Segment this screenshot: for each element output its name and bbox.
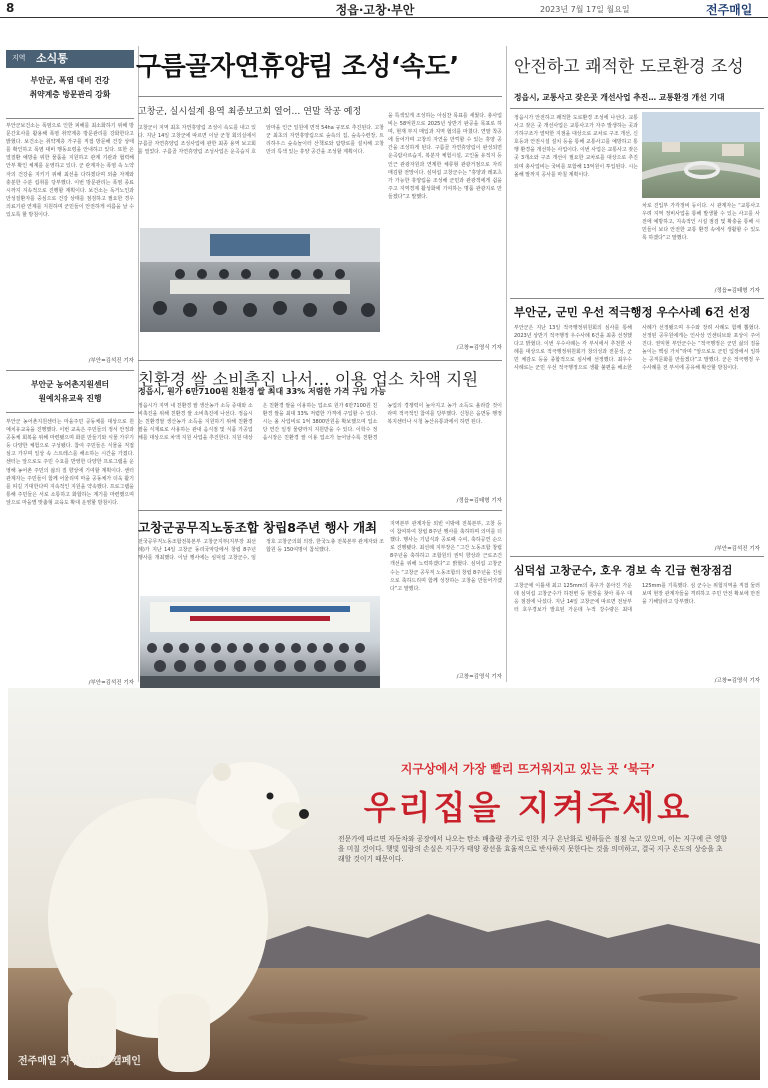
lead-subhead: 고창군, 실시설계 용역 최종보고회 열어… 연말 착공 예정: [138, 107, 362, 117]
sidebar-item1-byline: /부안=김석진 기자: [88, 358, 134, 364]
ad-tagline: 지구상에서 가장 빨리 뜨거워지고 있는 곳 ‘북극’: [400, 762, 656, 776]
road-body-1: 정읍시가 안전하고 쾌적한 도로환경 조성에 나선다. 교통사고 잦은 곳 개선사업은 교통사고가 자주 발생하는 곳과 기하구조가 열악한 지점을 대상으로 교차로 구조 개선, 신호등과 안전시설 설치 등을 통해 교통사고를 예방하고 통행 환경을 개선하는 사업이다. 이번 사업은 교통사고 잦은 곳 3개소와 구조 개선이 필요한 교차로를 대상으로 추진되며 총사업비는 국비를 포함해 13억원이 투입된다. 시는 올해 말까지 공사를 마칠 계획이다.: [514, 115, 638, 178]
rice-body: 정읍시가 지역 내 친환경 쌀 생산농가 소득 증대와 소비촉진을 위해 친환경 쌀 소비촉진에 나선다. 정읍시는 친환경쌀 생산농가 소득을 지원하기 위해 친환경 쌀을 식재료로 사용하는 관내 음식점 및 식품 가공업체를 대상으로 차액 지원 사업을 추진한다. 지원 대상은 친환경 쌀을 이용하는 업소로 원가 6만7100원 친환경 쌀을 최대 33% 저렴한 가격에 구입할 수 있다. 시는 올 사업비로 1억 3800만원을 확보했으며 업소당 연간 일정 물량까지 지원받을 수 있다. 이학수 정읍시장은 친환경 쌀 이용 업소가 늘어날수록 친환경 농업의 경쟁력이 높아지고 농가 소득도 올라갈 것이라며 적극적인 참여를 당부했다. 신청은 읍면동 행정복지센터나 시청 농산유통과에서 하면 된다.: [138, 403, 502, 442]
meeting-photo: [140, 228, 380, 332]
lead-byline: /고창=김영식 기자: [456, 345, 502, 351]
lead-body-1: 고창군이 지역 최초 자연휴양림 조성이 속도를 내고 있다. 지난 14일 고창군에 따르면 이날 군청 회의실에서 구름골 자연휴양림 조성사업에 관한 최종 용역 보고회를 열었다. 구름골 자연휴양림 조성사업은 운곡습지 호암마을 인근 일원에 면적 54ha 규모로 추진된다. 고창군 최초의 자연휴양림으로 숲속의 집, 숲속수련장, 트리하우스 숲속놀이터 산책로와 탐방로를 설치해 고창만의 특색 있는 휴양 공간을 조성할 계획이다.: [138, 125, 384, 156]
divider: [138, 510, 502, 511]
sidebar-item1-title: 부안군, 폭염 대비 건강 취약계층 방문관리 강화: [29, 76, 111, 99]
union-group-photo: [140, 596, 380, 698]
divider: [6, 370, 134, 371]
ad-body: 전문가에 따르면 자동차와 공장에서 나오는 탄소 배출량 증가로 인한 지구 온난화로 빙하들은 점점 녹고 있으며, 이는 지구에 큰 영향을 미칠 것이다. 햇빛 일람의 손실은 지구가 태양 광선을 효율적으로 반사하지 못한다는 것을 의미하고, 결국 지구 온도의 상승을 초래할 것이기 때문이다.: [338, 835, 728, 863]
page-header: [0, 0, 768, 18]
sidebar-tag: 지역: [12, 54, 26, 62]
ad-footer: 전주매일 지구온난화 캠페인: [18, 1056, 141, 1067]
column-divider: [506, 46, 507, 682]
section-title: 정읍·고창·부안: [335, 3, 415, 17]
road-aerial-photo: [642, 112, 760, 198]
shim-body: 고창군에 이틀새 최고 125mm의 폭우가 쏟아진 가운데 심덕섭 고창군수가 하천변 등 현장을 찾아 폭우 대응 점검에 나섰다. 지난 14일 고창군에 따르면 전날부터 호우경보가 발효된 가운데 누적 강수량은 최대 125mm를 기록했다. 심 군수는 위험지역을 직접 둘러보며 현장 관계자들을 격려하고 주민 안전 확보에 만전을 기해달라고 당부했다.: [514, 583, 760, 614]
divider: [138, 360, 502, 361]
climate-ad: [8, 688, 760, 1080]
divider: [510, 556, 764, 557]
page-number: 8: [6, 1, 15, 15]
buan-body: 부안군은 지난 13일 적극행정위원회의 심사를 통해 2023년 상반기 적극행정 우수사례 6건을 최종 선정했다고 밝혔다. 이번 우수사례는 각 부서에서 추천한 사례를 대상으로 적극행정위원회가 창의성과 전문성, 군민 체감도 등을 종합적으로 심사해 선정했다. 최우수 사례로는 군민 우선 적극행정으로 생활 불편을 해소한 사례가 선정됐으며 우수와 장려 사례도 함께 뽑혔다. 선정된 공무원에게는 인사상 인센티브와 포상이 주어진다. 권익현 부안군수는 “적극행정은 군민 삶의 질을 높이는 핵심 가치”라며 “앞으로도 군민 입장에서 일하는 공직문화를 만들겠다”고 말했다. 군은 적극행정 우수사례를 전 부서에 공유해 확산할 방침이다.: [514, 325, 760, 372]
ad-headline: 우리집을 지켜주세요: [363, 788, 693, 827]
sidebar-item2-byline: /부안=김석진 기자: [88, 680, 134, 686]
ad-background: [8, 688, 760, 1080]
divider: [6, 118, 134, 119]
caption-anchor: [140, 672, 141, 673]
rice-subhead: 정읍시, 원가 6만7100원 친환경 쌀 최대 33% 저렴한 가격 구입 가능: [138, 387, 386, 396]
divider: [6, 412, 134, 413]
road-headline: 안전하고 쾌적한 도로환경 조성: [514, 57, 744, 77]
shim-byline: /고창=김영식 기자: [714, 678, 760, 684]
photo-illustration: [140, 228, 380, 332]
union-byline: /고창=김영식 기자: [456, 674, 502, 680]
lead-headline: 구름골자연휴양림 조성‘속도’: [136, 52, 459, 82]
divider: [138, 96, 502, 97]
buan-headline: 부안군, 군민 우선 적극행정 우수사례 6건 선정: [514, 305, 751, 319]
sidebar-title: 소식통: [36, 52, 68, 65]
divider: [510, 108, 764, 109]
newspaper-logo: 전주매일: [706, 3, 753, 17]
buan-byline: /부안=김석진 기자: [714, 546, 760, 552]
union-body-1: 전국공무직노동조합전북본부 고창군지부(지부장 최선례)가 지난 14일 고창군 동리국악당에서 창립 8주년 행사를 개최했다. 이날 행사에는 심덕섭 고창군수, 임정호 고창군의회 의장, 한국노총 전북본부 관계자와 조합원 등 150여명이 참석했다.: [138, 539, 384, 562]
sidebar-item2-title: 부안군 농어촌지원센터 원예치유교육 진행: [30, 380, 110, 403]
sidebar-header: [6, 50, 134, 68]
road-body-2: 차로 진입부 가각정비 등이다. 시 관계자는 “교통사고 우려 지역 정비사업을 통해 발생할 수 있는 사고를 사전에 예방하고, 지속적인 시설 점검 및 확충을 통해 시민들이 보다 안전한 교통 환경 속에서 생활할 수 있도록 하겠다”고 말했다.: [642, 203, 760, 242]
aerial-illustration: [642, 112, 760, 198]
group-illustration: [140, 596, 380, 698]
rice-byline: /정읍=김태형 기자: [456, 498, 502, 504]
sidebar-item1-body: 부안군보건소는 폭염으로 인한 피해를 최소화하기 위해 방문간호사를 활용해 폭염 취약계층 방문관리를 강화한다고 밝혔다. 보건소는 취약계층 가구를 직접 방문해 건강 상태를 확인하고 폭염 대비 행동요령을 안내하고 있다. 또한 온열질환 예방을 위한 물품을 지원하고 관계 기관과 협력해 안부 확인 체계를 운영하고 있다. 군 관계자는 폭염 속 노약자의 건강을 지키기 위해 최선을 다하겠다며 외출 자제와 충분한 수분 섭취를 당부했다. 이번 방문관리는 폭염 종료 시까지 지속적으로 진행할 계획이다. 보건소는 독거노인과 만성질환자를 중심으로 건강 상태를 점검하고 필요한 경우 의료기관 연계를 지원하며 군민들이 안전하게 여름을 날 수 있도록 할 방침이다.: [6, 123, 134, 219]
issue-date: 2023년 7월 17일 월요일: [540, 5, 630, 14]
road-subhead: 정읍시, 교통사고 잦은곳 개선사업 추진… 교통환경 개선 기대: [514, 93, 725, 102]
union-headline: 고창군공무직노동조합 창립8주년 행사 개최: [138, 520, 378, 535]
sidebar-item2-body: 부안군 농어촌지원센터는 마을주민 공동체를 대상으로 원예치유교육을 진행했다. 이번 교육은 주민들의 정서 안정과 공동체 회복을 위해 마련됐으며 화분 만들기와 식물 가꾸기 등 다양한 체험으로 구성됐다. 참여 주민들은 식물을 직접 심고 가꾸며 일상 속 스트레스를 해소하는 시간을 가졌다. 센터는 앞으로도 주민 수요를 반영한 다양한 프로그램을 운영해 농어촌 주민의 삶의 질 향상에 기여할 계획이다. 센터 관계자는 주민들이 함께 어울리며 마을 공동체가 더욱 활기를 띠길 기대한다며 지속적인 지원을 약속했다. 프로그램을 통해 주민들은 서로 소통하고 화합하는 계기를 마련했으며 앞으로 마을별 맞춤형 교육도 확대 운영할 방침이다.: [6, 419, 134, 506]
shim-headline: 심덕섭 고창군수, 호우 경보 속 긴급 현장점검: [514, 564, 733, 577]
divider: [510, 298, 764, 299]
union-body-2: 지역본부 관계자들 외빈 이밖에 전북본부, 고창 등이 참여하여 창립 8주년 행사를 축하하며 의미를 더했다. 행사는 기념식과 공로패 수여, 축하공연 순으로 진행됐다. 최선례 지부장은 “그간 노동조합 창립 8주년을 축하하고 조합원의 권익 향상과 근로조건 개선을 위해 노력하겠다”고 밝혔다. 심덕섭 고창군수는 “고창군 공무직 노동조합의 창립 8주년을 진심으로 축하드리며 함께 성장하는 고창을 만들어가겠다”고 말했다.: [390, 521, 502, 592]
road-byline: /정읍=김태형 기자: [714, 288, 760, 294]
lead-body-2: 을 특색있게 조성하는 아심찬 목표를 세웠다. 총사업비는 58억원으로 2025년 상반기 완공을 목표로 하며, 현재 부지 매입과 지역 협의를 마쳤다. 연말 착공에 들어가며 고창의 자연을 만끽할 수 있는 휴양 공간을 조성하게 된다. 구름골 자연휴양림이 완성되면 운곡람사르습지, 복분자 체험시설, 고인돌 유적지 등 인근 관광자원과 연계한 체류형 관광거점으로 자리매김할 전망이다. 심덕섭 고창군수는 “휴양과 레포츠가 가능한 휴양림을 조성해 군민과 관광객에게 쉼을 주고 지역경제 활성화에 기여하는 명품 관광지로 만들겠다”고 말했다.: [388, 113, 502, 200]
rice-headline: 친환경 쌀 소비촉진 나서… 이용 업소 차액 지원: [138, 370, 479, 389]
